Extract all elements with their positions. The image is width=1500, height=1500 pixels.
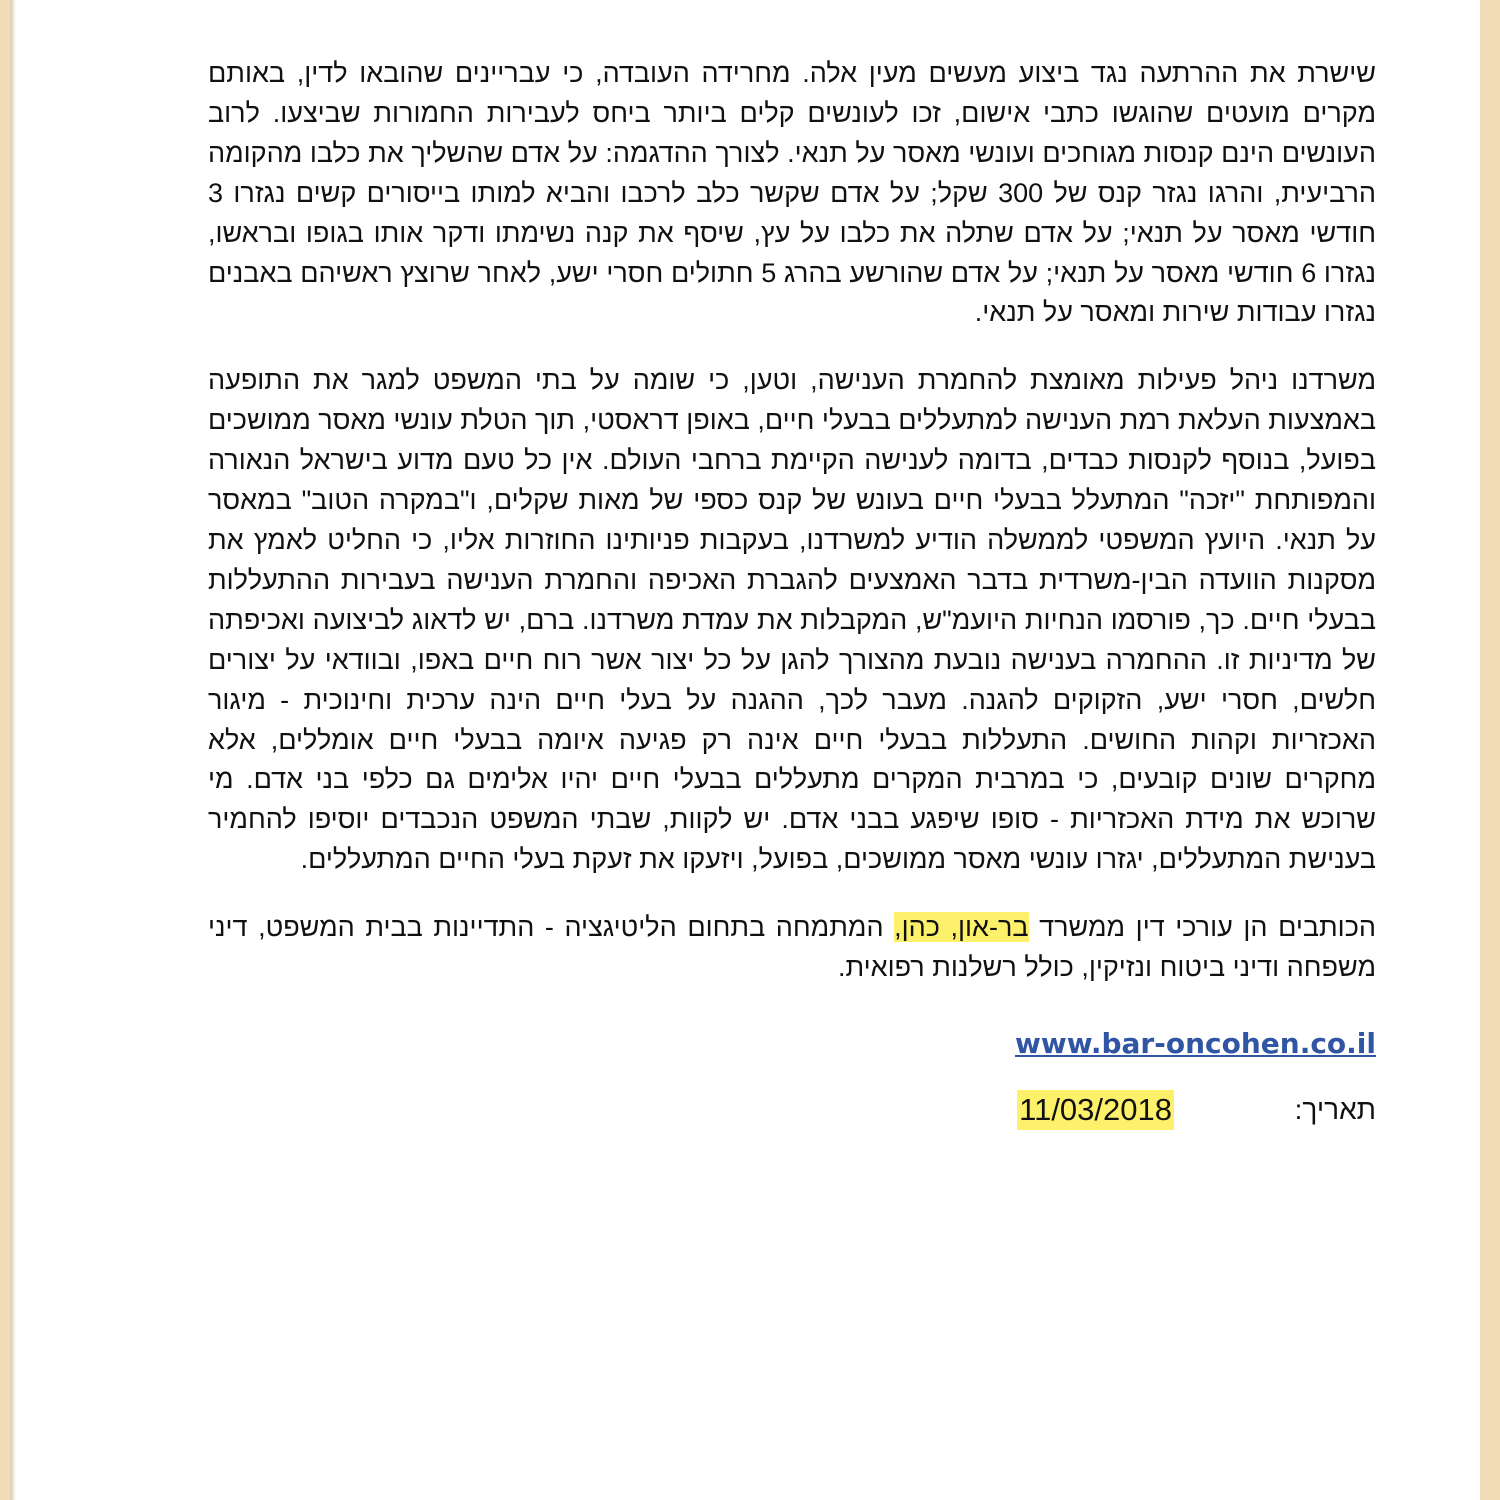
- date-label: תאריך:: [1294, 1093, 1376, 1125]
- website-row: [208, 1024, 1376, 1064]
- date-row: [208, 1090, 1376, 1134]
- paragraph-office-activity: משרדנו ניהל פעילות מאומצת להחמרת הענישה, וטען, כי שומה על בתי המשפט למגר את התופעה באמצעות העלאת רמת הענישה למתעללים בבעלי חיים, באופן דראסטי, תוך הטלת עונשי מאסר ממושכים בפועל, בנוסף לקנסות כבדים, בדומה לענישה הקיימת ברחבי העולם. אין כל טעם מדוע בישראל הנאורה והמפותחת "יזכה" המתעלל בבעלי חיים בעונש של קנס כספי של מאות שקלים, ו"במקרה הטוב" במאסר על תנאי. היועץ המשפטי לממשלה הודיע למשרדנו, בעקבות פניותינו החוזרות אליו, כי החליט לאמץ את מסקנות הוועדה הבין-משרדית בדבר האמצעים להגברת האכיפה והחמרת הענישה בעבירות ההתעללות בבעלי חיים. כך, פורסמו הנחיות היועמ"ש, המקבלות את עמדת משרדנו. ברם, יש לדאוג לביצועה ואכיפתה של מדיניות זו. ההחמרה בענישה נובעת מהצורך להגן על כל יצור אשר רוח חיים באפו, ובוודאי על יצורים חלשים, חסרי ישע, הזקוקים להגנה. מעבר לכך, ההגנה על בעלי חיים הינה ערכית וחינוכית - מיגור האכזריות וקהות החושים. התעללות בבעלי חיים אינה רק פגיעה איומה בבעלי חיים אומללים, אלא מחקרים שונים קובעים, כי במרבית המקרים מתעללים בבעלי חיים יהיו אלימים גם כלפי בני אדם. מי שרוכש את מידת האכזריות - סופו שיפגע בבני אדם. יש לקוות, שבתי המשפט הנכבדים יוסיפו להחמיר בענישת המתעללים, יגזרו עונשי מאסר ממושכים, בפועל, ויזעקו את זעקת בעלי החיים המתעללים.: [207, 365, 1376, 875]
- authors-text-before: הכותבים הן עורכי דין ממשרד: [1028, 912, 1376, 943]
- scanned-page: [10, 0, 1480, 1500]
- paragraph-authors: [208, 908, 1376, 988]
- authors-text-after: המתמחה בתחום הליטיגציה - התדיינות בבית המשפט, דיני משפחה ודיני ביטוח ונזיקין, כולל רשלנות רפואית.: [208, 912, 1376, 983]
- highlighted-date: 11/03/2018: [1017, 1090, 1174, 1130]
- article-body: [208, 54, 1376, 1134]
- website-link[interactable]: www.bar-oncohen.co.il: [1015, 1026, 1376, 1060]
- highlighted-firm-name: בר-און, כהן,: [894, 912, 1029, 943]
- paragraph-sentencing-examples: שישרת את ההרתעה נגד ביצוע מעשים מעין אלה. מחרידה העובדה, כי עבריינים שהובאו לדין, באותם מקרים מועטים שהוגשו כתבי אישום, זכו לעונשים קלים ביותר ביחס לעבירות החמורות שביצעו. לרוב העונשים הינם קנסות מגוחכים ועונשי מאסר על תנאי. לצורך ההדגמה: על אדם שהשליך את כלבו מהקומה הרביעית, והרגו נגזר קנס של 300 שקל; על אדם שקשר כלב לרכבו והביא למותו בייסורים קשים נגזרו 3 חודשי מאסר על תנאי; על אדם שתלה את כלבו על עץ, שיסף את קנה נשימתו ודקר אותו בגופו ובראשו, נגזרו 6 חודשי מאסר על תנאי; על אדם שהורשע בהרג 5 חתולים חסרי ישע, לאחר שרוצץ ראשיהם באבנים נגזרו עבודות שירות ומאסר על תנאי.: [208, 58, 1377, 328]
